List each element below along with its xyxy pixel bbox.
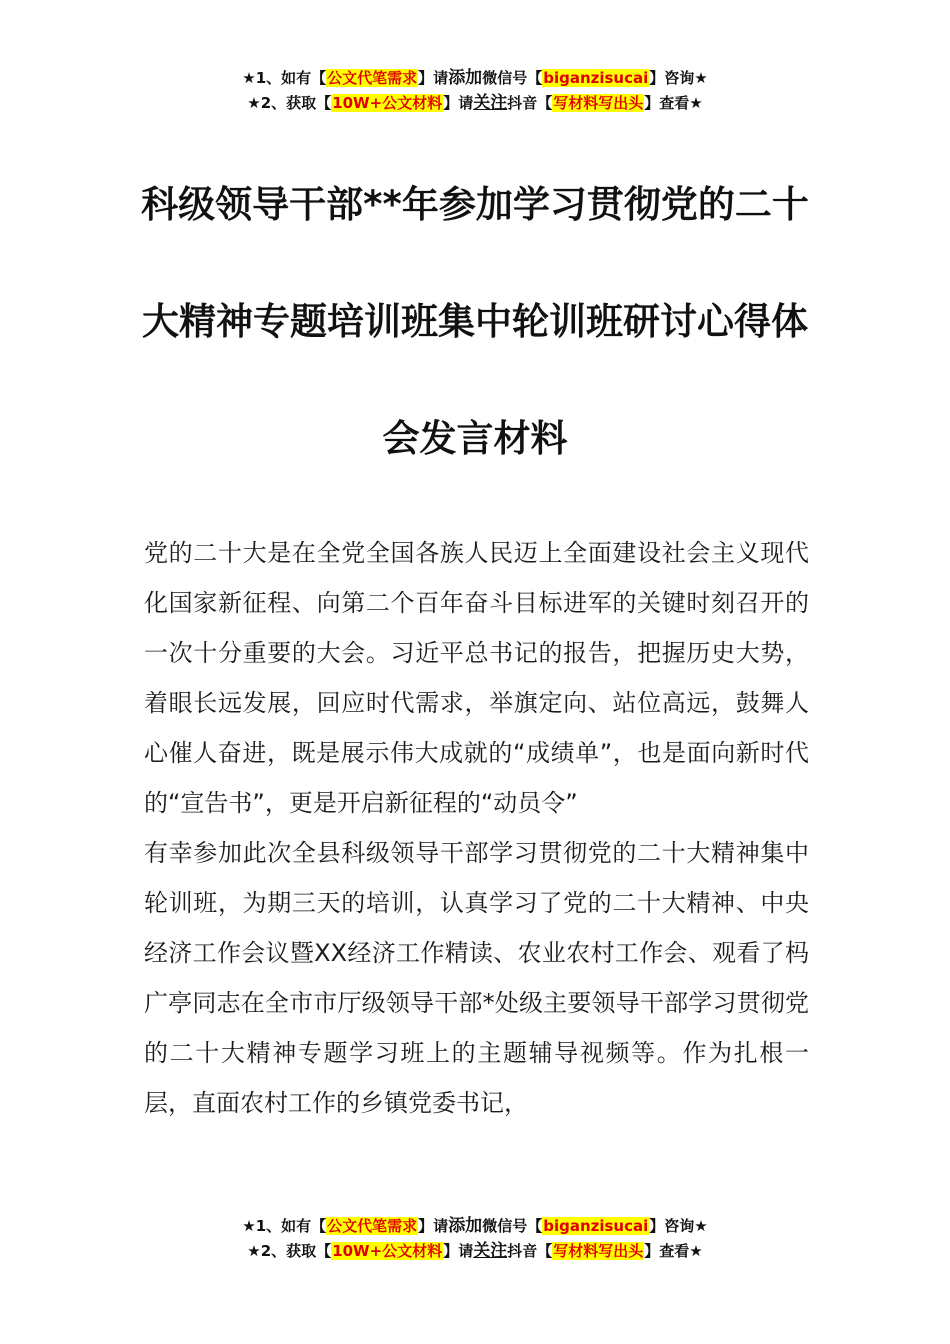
banner-text: 抖音【 xyxy=(507,94,553,112)
banner-text: 】请 xyxy=(418,69,449,87)
banner-text: ★1、如有【 xyxy=(242,69,327,87)
document-body xyxy=(144,528,809,1128)
banner-text: 】咨询★ xyxy=(649,1217,708,1235)
title-line-3: 会发言材料 xyxy=(382,417,568,460)
banner-text: 抖音【 xyxy=(507,1242,553,1260)
highlight-wechat-id: biganzisucai xyxy=(543,1217,649,1235)
highlight-materials: 10W+公文材料 xyxy=(332,94,443,112)
banner-text: 微信号【 xyxy=(482,69,543,87)
highlight-service: 公文代笔需求 xyxy=(327,69,418,87)
banner-text: 】请 xyxy=(443,1242,474,1260)
banner-text: 】查看★ xyxy=(644,1242,703,1260)
body-paragraph-2: 有幸参加此次全县科级领导干部学习贯彻党的二十大精神集中轮训班，为期三天的培训，认真学习了党的二十大精神、中央经济工作会议暨XX经济工作精读、农业农村工作会、观看了杩广亭同志在全市市厅级领导干部*处级主要领导干部学习贯彻党的二十大精神专题学习班上的主题辅导视频等。作为扎根一层，直面农村工作的乡镇党委书记， xyxy=(144,839,809,1117)
document-title xyxy=(100,146,850,497)
footer-banner xyxy=(0,1214,950,1264)
highlight-materials: 10W+公文材料 xyxy=(332,1242,443,1260)
header-banner-line-1 xyxy=(0,66,950,91)
banner-emphasis: 关注 xyxy=(473,1241,508,1261)
banner-text: ★2、获取【 xyxy=(247,94,332,112)
banner-text: 】请 xyxy=(443,94,474,112)
banner-text: 】请 xyxy=(418,1217,449,1235)
banner-emphasis: 添加 xyxy=(448,68,483,88)
banner-emphasis: 添加 xyxy=(448,1216,483,1236)
highlight-douyin: 写材料写出头 xyxy=(553,94,644,112)
body-paragraph-1: 党的二十大是在全党全国各族人民迈上全面建设社会主义现代化国家新征程、向第二个百年奋斗目标进军的关键时刻召开的一次十分重要的大会。习近平总书记的报告，把握历史大势，着眼长远发展，回应时代需求，举旗定向、站位高远，鼓舞人心催人奋进，既是展示伟大成就的“成绩单”，也是面向新时代的“宣告书”，更是开启新征程的“动员令” xyxy=(144,539,809,817)
footer-banner-line-2 xyxy=(0,1239,950,1264)
banner-text: 】查看★ xyxy=(644,94,703,112)
title-line-1: 科级领导干部**年参加学习贯彻党的二十 xyxy=(141,183,809,226)
banner-text: ★1、如有【 xyxy=(242,1217,327,1235)
banner-text: 】咨询★ xyxy=(649,69,708,87)
header-banner xyxy=(0,66,950,116)
highlight-service: 公文代笔需求 xyxy=(327,1217,418,1235)
banner-text: 微信号【 xyxy=(482,1217,543,1235)
banner-emphasis: 关注 xyxy=(473,93,508,113)
title-line-2: 大精神专题培训班集中轮训班研讨心得体 xyxy=(142,300,808,343)
banner-text: ★2、获取【 xyxy=(247,1242,332,1260)
highlight-wechat-id: biganzisucai xyxy=(543,69,649,87)
footer-banner-line-1 xyxy=(0,1214,950,1239)
header-banner-line-2 xyxy=(0,91,950,116)
highlight-douyin: 写材料写出头 xyxy=(553,1242,644,1260)
